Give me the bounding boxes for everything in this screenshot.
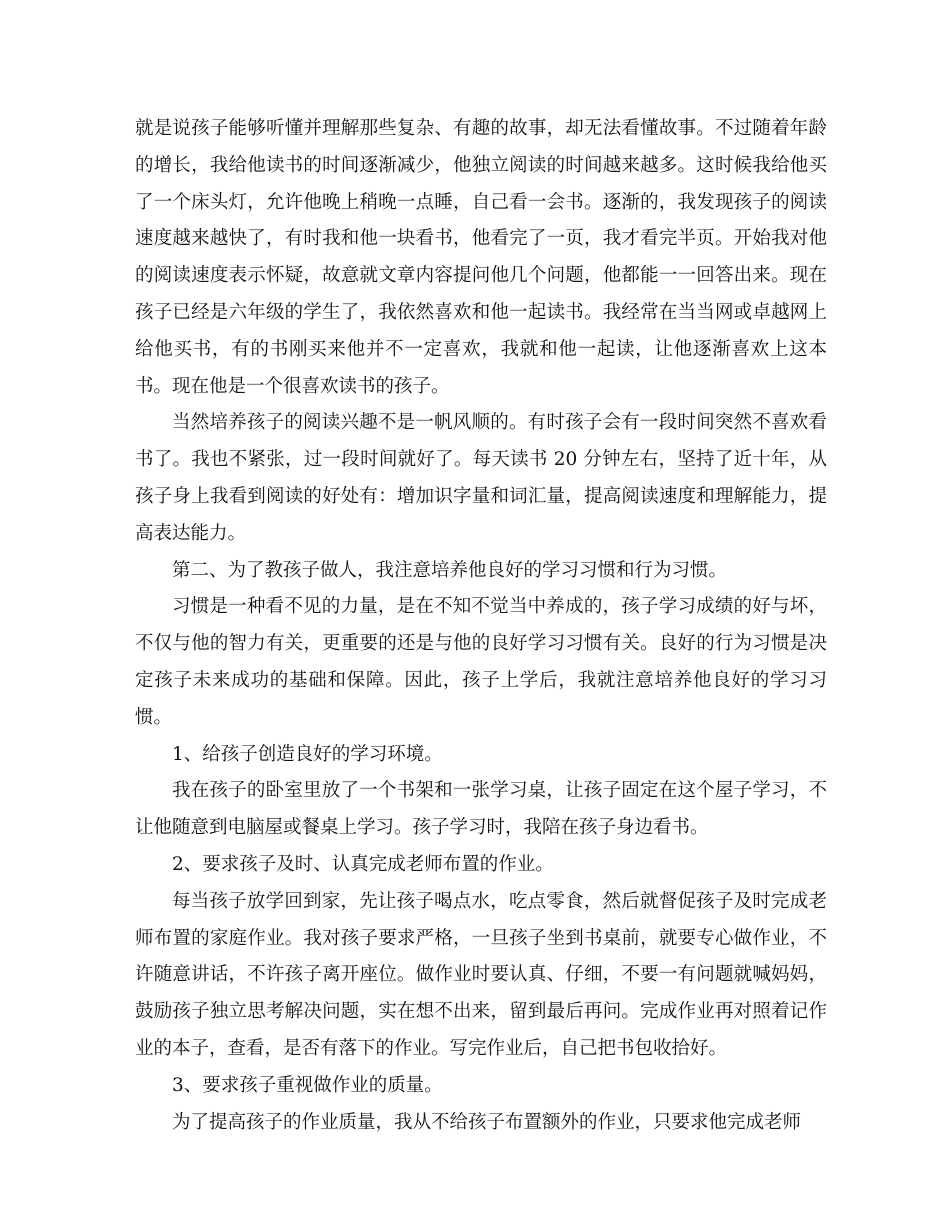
list-item-heading: 3、要求孩子重视做作业的质量。 — [172, 1074, 443, 1096]
paragraph: 我在孩子的卧室里放了一个书架和一张学习桌，让孩子固定在这个屋子学习，不让他随意到电脑屋或餐桌上学习。孩子学习时，我陪在孩子身边看书。 — [135, 780, 827, 839]
paragraph-continued: 就是说孩子能够听懂并理解那些复杂、有趣的故事，却无法看懂故事。不过随着年龄的增长，我给他读书的时间逐渐减少，他独立阅读的时间越来越多。这时候我给他买了一个床头灯，允许他晚上稍晚一点睡，自己看一会书。逐渐的，我发现孩子的阅读速度越来越快了，有时我和他一块看书，他看完了一页，我才看完半页。开始我对他的阅读速度表示怀疑，故意就文章内容提问他几个问题，他都能一一回答出来。现在孩子已经是六年级的学生了，我依然喜欢和他一起读书。我经常在当当网或卓越网上给他买书，有的书刚买来他并不一定喜欢，我就和他一起读，让他逐渐喜欢上这本书。现在他是一个很喜欢读书的孩子。 — [135, 118, 827, 397]
list-item-heading: 2、要求孩子及时、认真完成老师布置的作业。 — [172, 853, 554, 875]
paragraph: 为了提高孩子的作业质量，我从不给孩子布置额外的作业，只要求他完成老师 — [172, 1111, 802, 1133]
paragraph: 每当孩子放学回到家，先让孩子喝点水，吃点零食，然后就督促孩子及时完成老师布置的家庭作业。我对孩子要求严格，一旦孩子坐到书桌前，就要专心做作业，不许随意讲话，不许孩子离开座位。做作业时要认真、仔细，不要一有问题就喊妈妈，鼓励孩子独立思考解决问题，实在想不出来，留到最后再问。完成作业再对照着记作业的本子，查看，是否有落下的作业。写完作业后，自己把书包收拾好。 — [135, 890, 827, 1059]
section-heading: 第二、为了教孩子做人，我注意培养他良好的学习习惯和行为习惯。 — [172, 559, 728, 581]
body-text — [135, 111, 827, 1141]
list-item-heading: 1、给孩子创造良好的学习环境。 — [172, 743, 443, 765]
paragraph: 习惯是一种看不见的力量，是在不知不觉当中养成的，孩子学习成绩的好与坏，不仅与他的智力有关，更重要的还是与他的良好学习习惯有关。良好的行为习惯是决定孩子未来成功的基础和保障。因此，孩子上学后，我就注意培养他良好的学习习惯。 — [135, 596, 827, 728]
paragraph: 当然培养孩子的阅读兴趣不是一帆风顺的。有时孩子会有一段时间突然不喜欢看书了。我也不紧张，过一段时间就好了。每天读书 20 分钟左右，坚持了近十年，从孩子身上我看到阅读的好处有：增加识字量和词汇量，提高阅读速度和理解能力，提高表达能力。 — [135, 412, 827, 544]
